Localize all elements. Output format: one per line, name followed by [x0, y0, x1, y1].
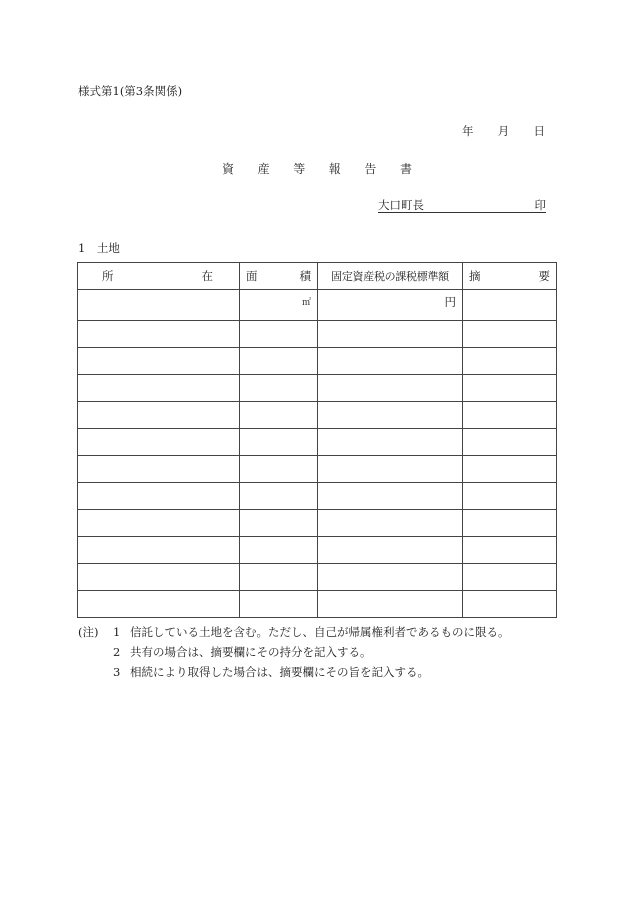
- location-cell[interactable]: [78, 375, 240, 402]
- note-number: 1: [113, 625, 121, 639]
- area-cell[interactable]: [240, 510, 318, 537]
- form-number: 様式第1(第3条関係): [78, 84, 183, 98]
- tax-base-cell[interactable]: [318, 456, 463, 483]
- tax-base-cell[interactable]: [318, 429, 463, 456]
- remarks-cell[interactable]: [463, 483, 557, 510]
- location-cell[interactable]: [78, 483, 240, 510]
- remarks-cell[interactable]: [463, 537, 557, 564]
- land-table: [77, 262, 557, 618]
- table-row: [78, 375, 557, 402]
- area-cell[interactable]: [240, 375, 318, 402]
- remarks-cell[interactable]: [463, 591, 557, 618]
- remarks-cell[interactable]: [463, 510, 557, 537]
- addressee-line: [378, 197, 546, 213]
- area-cell[interactable]: [240, 564, 318, 591]
- note-text: 相続により取得した場合は、摘要欄にその旨を記入する。: [130, 665, 429, 679]
- tax-base-cell[interactable]: [318, 375, 463, 402]
- note-number: 3: [113, 665, 121, 679]
- tax-base-cell[interactable]: [318, 483, 463, 510]
- table-row: [78, 402, 557, 429]
- title-char: 資: [222, 162, 235, 176]
- tax-base-cell[interactable]: [318, 321, 463, 348]
- remarks-cell[interactable]: [463, 348, 557, 375]
- location-cell[interactable]: [78, 290, 240, 321]
- location-cell[interactable]: [78, 321, 240, 348]
- table-row: [78, 537, 557, 564]
- tax-base-cell[interactable]: [318, 510, 463, 537]
- table-row: [78, 483, 557, 510]
- note-number: 2: [113, 645, 121, 659]
- table-row: [78, 564, 557, 591]
- area-cell[interactable]: [240, 483, 318, 510]
- area-cell[interactable]: [240, 290, 318, 321]
- remarks-cell[interactable]: [463, 564, 557, 591]
- note-item: [78, 642, 510, 662]
- area-cell[interactable]: [240, 456, 318, 483]
- note-text: 共有の場合は、摘要欄にその持分を記入する。: [130, 645, 372, 659]
- table-row: [78, 591, 557, 618]
- area-cell[interactable]: [240, 321, 318, 348]
- table-row: [78, 321, 557, 348]
- remarks-cell[interactable]: [463, 321, 557, 348]
- tax-base-cell[interactable]: [318, 564, 463, 591]
- date-line: [462, 123, 545, 139]
- tax-base-cell[interactable]: [318, 402, 463, 429]
- table-row: [78, 510, 557, 537]
- area-cell[interactable]: [240, 429, 318, 456]
- date-year: 年: [462, 124, 474, 138]
- table-row: [78, 429, 557, 456]
- header-remarks: 摘 要: [463, 263, 557, 290]
- title-char: 告: [364, 162, 377, 176]
- remarks-cell[interactable]: [463, 375, 557, 402]
- remarks-cell[interactable]: [463, 456, 557, 483]
- location-cell[interactable]: [78, 564, 240, 591]
- title-char: 報: [328, 162, 341, 176]
- tax-base-cell[interactable]: [318, 348, 463, 375]
- remarks-cell[interactable]: [463, 429, 557, 456]
- tax-base-unit: 円: [444, 295, 456, 309]
- table-row: [78, 456, 557, 483]
- note-item: [78, 662, 510, 682]
- header-area: 面 積: [240, 263, 318, 290]
- header-tax-base: 固定資産税の課税標準額: [318, 263, 463, 290]
- location-cell[interactable]: [78, 348, 240, 375]
- date-day: 日: [533, 124, 545, 138]
- location-cell[interactable]: [78, 537, 240, 564]
- table-row: [78, 290, 557, 321]
- title-char: 等: [293, 162, 306, 176]
- title-char: 産: [257, 162, 270, 176]
- location-cell[interactable]: [78, 510, 240, 537]
- title-char: 書: [399, 162, 412, 176]
- remarks-cell[interactable]: [463, 290, 557, 321]
- tax-base-cell[interactable]: [318, 537, 463, 564]
- tax-base-cell[interactable]: [318, 591, 463, 618]
- header-location: 所 在: [78, 263, 240, 290]
- location-cell[interactable]: [78, 429, 240, 456]
- notes: [78, 622, 510, 682]
- notes-label: (注): [78, 625, 99, 639]
- area-cell[interactable]: [240, 537, 318, 564]
- seal-mark: 印: [534, 198, 546, 212]
- note-text: 信託している土地を含む。ただし、自己が帰属権利者であるものに限る。: [130, 625, 510, 639]
- table-header-row: [78, 263, 557, 290]
- addressee-mayor: 大口町長: [378, 198, 424, 212]
- tax-base-cell[interactable]: [318, 290, 463, 321]
- area-cell[interactable]: [240, 591, 318, 618]
- date-month: 月: [497, 124, 510, 138]
- document-title: [222, 160, 412, 177]
- location-cell[interactable]: [78, 591, 240, 618]
- section-title: 1 土地: [78, 241, 120, 255]
- table-row: [78, 348, 557, 375]
- remarks-cell[interactable]: [463, 402, 557, 429]
- area-cell[interactable]: [240, 402, 318, 429]
- location-cell[interactable]: [78, 456, 240, 483]
- area-unit: ㎡: [301, 298, 311, 308]
- area-cell[interactable]: [240, 348, 318, 375]
- note-item: [78, 622, 510, 642]
- location-cell[interactable]: [78, 402, 240, 429]
